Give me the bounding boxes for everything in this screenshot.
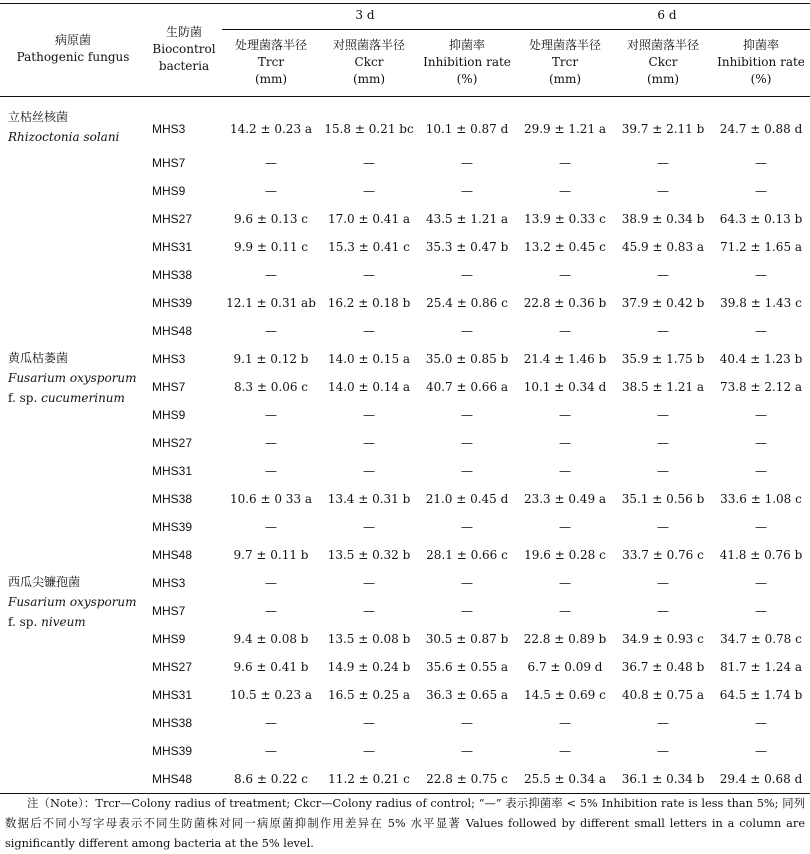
value-cell: 35.0 ± 0.85 b (425, 351, 509, 366)
value-cell: — (363, 519, 375, 534)
biocontrol-strain: MHS38 (152, 491, 193, 506)
value-cell: — (461, 183, 473, 198)
value-cell: — (559, 603, 571, 618)
value-cell: — (657, 743, 669, 758)
header-label-cn: 抑菌率 (742, 38, 779, 52)
value-cell: — (265, 743, 277, 758)
biocontrol-strain: MHS39 (152, 295, 193, 310)
pathogen-forma-specialis (8, 612, 146, 632)
header-6d-inhibition (712, 29, 810, 96)
header-label-cn: 处理菌落半径 (234, 38, 307, 52)
value-cell: 9.4 ± 0.08 b (233, 631, 309, 646)
header-label-cn: 处理菌落半径 (528, 38, 601, 52)
value-cell: — (559, 435, 571, 450)
value-cell: 39.7 ± 2.11 b (621, 121, 705, 136)
value-cell: 35.9 ± 1.75 b (621, 351, 705, 366)
value-cell: — (265, 463, 277, 478)
value-cell: — (265, 323, 277, 338)
value-cell: 17.0 ± 0.41 a (327, 211, 411, 226)
pathogen-latin-text: Fusarium oxysporum (8, 370, 137, 385)
value-cell: — (265, 267, 277, 282)
value-cell: 9.1 ± 0.12 b (233, 351, 309, 366)
value-cell: — (363, 155, 375, 170)
value-cell: 9.9 ± 0.11 c (233, 239, 309, 254)
value-cell: 33.6 ± 1.08 c (720, 491, 802, 506)
header-label-en: Inhibition rate (717, 55, 805, 69)
value-cell: — (755, 407, 767, 422)
value-cell: — (461, 407, 473, 422)
value-cell: — (755, 519, 767, 534)
pathogen-latin-text: Fusarium oxysporum (8, 594, 137, 609)
value-cell: 36.1 ± 0.34 b (614, 765, 712, 794)
value-cell: — (559, 155, 571, 170)
value-cell: 25.5 ± 0.34 a (516, 765, 614, 794)
value-cell: — (265, 519, 277, 534)
value-cell: 36.7 ± 0.48 b (621, 659, 705, 674)
value-cell: — (559, 323, 571, 338)
forma-prefix: f. sp. (8, 614, 42, 629)
value-cell: — (363, 743, 375, 758)
table-footnote: 注（Note）：Trcr—Colony radius of treatment; Ckcr—Colony radius of control; “—” 表示抑菌率 < 5% Inhibition rate is less than 5%; 同列数据后不同小写字母表示不同生防菌株对同一病原菌抑制作用差异在 5% 水平显著 Values followed by different small letters in a column are significantly different among bacteria at the 5% level. (5, 797, 805, 850)
value-cell: 40.8 ± 0.75 a (621, 687, 705, 702)
value-cell: 14.0 ± 0.15 a (327, 351, 411, 366)
value-cell: 19.6 ± 0.28 c (524, 547, 606, 562)
header-label-cn: 抑菌率 (448, 38, 485, 52)
header-unit: (mm) (548, 72, 582, 86)
value-cell: 36.3 ± 0.65 a (425, 687, 509, 702)
value-cell: 14.9 ± 0.24 b (327, 659, 411, 674)
pathogen-latin-text: Rhizoctonia solani (8, 129, 120, 144)
value-cell: — (657, 183, 669, 198)
value-cell: 41.8 ± 0.76 b (719, 547, 803, 562)
value-cell: 15.8 ± 0.21 bc (324, 121, 414, 136)
value-cell: 8.6 ± 0.22 c (222, 765, 320, 794)
value-cell: — (363, 575, 375, 590)
value-cell: 24.7 ± 0.88 d (719, 121, 803, 136)
value-cell: 34.7 ± 0.78 c (720, 631, 802, 646)
value-cell: 35.3 ± 0.47 b (425, 239, 509, 254)
value-cell: — (265, 435, 277, 450)
header-6d-trcr (516, 29, 614, 96)
biocontrol-strain: MHS39 (152, 743, 193, 758)
header-3d-inhibition (418, 29, 516, 96)
value-cell: 40.7 ± 0.66 a (425, 379, 509, 394)
value-cell: — (559, 463, 571, 478)
value-cell: 38.5 ± 1.21 a (621, 379, 705, 394)
biocontrol-strain: MHS31 (152, 239, 193, 254)
biocontrol-strain: MHS9 (152, 631, 186, 646)
header-label-en: Ckcr (354, 55, 384, 69)
value-cell: 34.9 ± 0.93 c (622, 631, 704, 646)
value-cell: — (363, 603, 375, 618)
header-label-cn: 对照菌落半径 (626, 38, 699, 52)
value-cell: 16.5 ± 0.25 a (327, 687, 411, 702)
value-cell: 13.5 ± 0.08 b (327, 631, 411, 646)
pathogen-name-latin (8, 127, 146, 147)
value-cell: 13.5 ± 0.32 b (327, 547, 411, 562)
value-cell: — (755, 183, 767, 198)
header-unit: (mm) (352, 72, 386, 86)
header-day6: 6 d (516, 3, 810, 29)
biocontrol-strain: MHS7 (152, 155, 186, 170)
biocontrol-strain: MHS27 (152, 435, 193, 450)
value-cell: 29.9 ± 1.21 a (523, 121, 607, 136)
pathogen-name-cn: 黄瓜枯萎菌 (8, 350, 69, 365)
value-cell: — (755, 463, 767, 478)
header-label-en: Inhibition rate (423, 55, 511, 69)
biocontrol-strain: MHS31 (152, 463, 193, 478)
biocontrol-strain: MHS27 (152, 211, 193, 226)
value-cell: 25.4 ± 0.86 c (426, 295, 508, 310)
value-cell: — (461, 155, 473, 170)
value-cell: 16.2 ± 0.18 b (327, 295, 411, 310)
value-cell: — (265, 603, 277, 618)
header-bc-en2: bacteria (158, 58, 210, 73)
biocontrol-strain: MHS9 (152, 183, 186, 198)
value-cell: — (461, 519, 473, 534)
value-cell: — (559, 183, 571, 198)
value-cell: 30.5 ± 0.87 b (425, 631, 509, 646)
value-cell: — (363, 183, 375, 198)
biocontrol-strain: MHS7 (152, 379, 186, 394)
value-cell: — (657, 575, 669, 590)
value-cell: — (755, 267, 767, 282)
value-cell: — (461, 715, 473, 730)
value-cell: — (363, 267, 375, 282)
pathogen-cell (0, 96, 146, 345)
biocontrol-strain: MHS38 (152, 267, 193, 282)
header-bc-cn: 生防菌 (165, 24, 202, 39)
biocontrol-strain: MHS27 (152, 659, 193, 674)
pathogen-name-latin (8, 368, 146, 388)
value-cell: 6.7 ± 0.09 d (527, 659, 603, 674)
value-cell: 64.3 ± 0.13 b (719, 211, 803, 226)
forma-name: niveum (41, 614, 86, 629)
value-cell: 14.5 ± 0.69 c (524, 687, 606, 702)
value-cell: — (363, 407, 375, 422)
biocontrol-strain: MHS3 (152, 575, 186, 590)
value-cell: 10.1 ± 0.34 d (523, 379, 607, 394)
value-cell: — (657, 603, 669, 618)
value-cell: 33.7 ± 0.76 c (622, 547, 704, 562)
value-cell: 9.7 ± 0.11 b (233, 547, 309, 562)
value-cell: 22.8 ± 0.75 c (418, 765, 516, 794)
table-row (0, 345, 810, 373)
value-cell: 15.3 ± 0.41 c (328, 239, 410, 254)
header-unit: (%) (456, 72, 478, 86)
value-cell: — (363, 323, 375, 338)
value-cell: — (265, 715, 277, 730)
value-cell: 35.1 ± 0.56 b (621, 491, 705, 506)
value-cell: — (265, 407, 277, 422)
value-cell: 73.8 ± 2.12 a (719, 379, 803, 394)
biocontrol-strain: MHS9 (152, 407, 186, 422)
value-cell: — (755, 435, 767, 450)
value-cell: 10.6 ± 0 33 a (229, 491, 313, 506)
value-cell: 10.5 ± 0.23 a (229, 687, 313, 702)
pathogen-name-cn: 立枯丝核菌 (8, 109, 69, 124)
value-cell: — (461, 575, 473, 590)
pathogen-forma-specialis (8, 388, 146, 408)
value-cell: — (657, 463, 669, 478)
value-cell: — (755, 323, 767, 338)
value-cell: 12.1 ± 0.31 ab (226, 295, 316, 310)
value-cell: — (461, 743, 473, 758)
biocontrol-strain: MHS39 (152, 519, 193, 534)
header-6d-ckcr (614, 29, 712, 96)
value-cell: — (755, 715, 767, 730)
header-pathogen (0, 3, 146, 96)
biocontrol-strain: MHS3 (152, 121, 186, 136)
header-label-en: Trcr (551, 55, 579, 69)
header-biocontrol (146, 3, 222, 96)
value-cell: 21.4 ± 1.46 b (523, 351, 607, 366)
value-cell: — (363, 435, 375, 450)
value-cell: 38.9 ± 0.34 b (621, 211, 705, 226)
value-cell: — (559, 575, 571, 590)
value-cell: — (265, 155, 277, 170)
biocontrol-strain: MHS38 (152, 715, 193, 730)
value-cell: — (461, 463, 473, 478)
header-unit: (mm) (254, 72, 288, 86)
value-cell: — (559, 519, 571, 534)
value-cell: 9.6 ± 0.13 c (233, 211, 309, 226)
value-cell: 81.7 ± 1.24 a (719, 659, 803, 674)
value-cell: — (755, 743, 767, 758)
header-day3: 3 d (222, 3, 516, 29)
value-cell: — (461, 323, 473, 338)
value-cell: — (657, 155, 669, 170)
pathogen-name-cn: 西瓜尖镰孢菌 (8, 574, 81, 589)
pathogen-cell (0, 345, 146, 569)
value-cell: — (559, 267, 571, 282)
value-cell: 35.6 ± 0.55 a (425, 659, 509, 674)
forma-prefix: f. sp. (8, 390, 42, 405)
value-cell: 21.0 ± 0.45 d (425, 491, 509, 506)
biocontrol-strain: MHS48 (146, 765, 222, 794)
header-3d-trcr (222, 29, 320, 96)
value-cell: 14.0 ± 0.14 a (327, 379, 411, 394)
table-row (0, 569, 810, 597)
biocontrol-strain: MHS3 (152, 351, 186, 366)
value-cell: — (657, 407, 669, 422)
value-cell: — (559, 715, 571, 730)
pathogen-name-latin (8, 592, 146, 612)
value-cell: — (755, 603, 767, 618)
value-cell: 45.9 ± 0.83 a (621, 239, 705, 254)
header-3d-ckcr (320, 29, 418, 96)
value-cell: 64.5 ± 1.74 b (719, 687, 803, 702)
value-cell: 10.1 ± 0.87 d (425, 121, 509, 136)
value-cell: — (657, 323, 669, 338)
value-cell: 11.2 ± 0.21 c (320, 765, 418, 794)
value-cell: 13.4 ± 0.31 b (327, 491, 411, 506)
value-cell: — (461, 435, 473, 450)
value-cell: 13.9 ± 0.33 c (524, 211, 606, 226)
biocontrol-strain: MHS31 (152, 687, 193, 702)
pathogen-cell (0, 569, 146, 794)
header-label-en: Trcr (257, 55, 285, 69)
value-cell: 28.1 ± 0.66 c (426, 547, 508, 562)
value-cell: 8.3 ± 0.06 c (233, 379, 309, 394)
value-cell: 39.8 ± 1.43 c (720, 295, 802, 310)
value-cell: — (461, 267, 473, 282)
forma-name: cucumerinum (41, 390, 125, 405)
value-cell: — (657, 435, 669, 450)
value-cell: — (657, 715, 669, 730)
value-cell: 71.2 ± 1.65 a (719, 239, 803, 254)
header-pathogen-en: Pathogenic fungus (16, 50, 130, 65)
value-cell: 22.8 ± 0.36 b (523, 295, 607, 310)
value-cell: 22.8 ± 0.89 b (523, 631, 607, 646)
biocontrol-strain: MHS7 (152, 603, 186, 618)
header-label-en: Ckcr (648, 55, 678, 69)
header-unit: (%) (750, 72, 772, 86)
header-unit: (mm) (646, 72, 680, 86)
value-cell: — (461, 603, 473, 618)
value-cell: 23.3 ± 0.49 a (523, 491, 607, 506)
value-cell: — (363, 463, 375, 478)
value-cell: 43.5 ± 1.21 a (425, 211, 509, 226)
value-cell: — (755, 575, 767, 590)
header-bc-en1: Biocontrol (152, 41, 216, 56)
header-label-cn: 对照菌落半径 (332, 38, 405, 52)
value-cell: — (657, 267, 669, 282)
value-cell: 29.4 ± 0.68 d (712, 765, 810, 794)
value-cell: — (265, 183, 277, 198)
table-row (0, 96, 810, 149)
biocontrol-strain: MHS48 (152, 547, 193, 562)
value-cell: 13.2 ± 0.45 c (524, 239, 606, 254)
value-cell: — (657, 519, 669, 534)
value-cell: — (559, 407, 571, 422)
biocontrol-strain: MHS48 (152, 323, 193, 338)
inhibition-table (0, 3, 810, 794)
value-cell: 9.6 ± 0.41 b (233, 659, 309, 674)
value-cell: — (265, 575, 277, 590)
value-cell: 40.4 ± 1.23 b (719, 351, 803, 366)
table-body (0, 96, 810, 793)
value-cell: 37.9 ± 0.42 b (621, 295, 705, 310)
header-pathogen-cn: 病原菌 (54, 33, 91, 48)
value-cell: — (755, 155, 767, 170)
value-cell: 14.2 ± 0.23 a (229, 121, 313, 136)
value-cell: — (363, 715, 375, 730)
value-cell: — (559, 743, 571, 758)
